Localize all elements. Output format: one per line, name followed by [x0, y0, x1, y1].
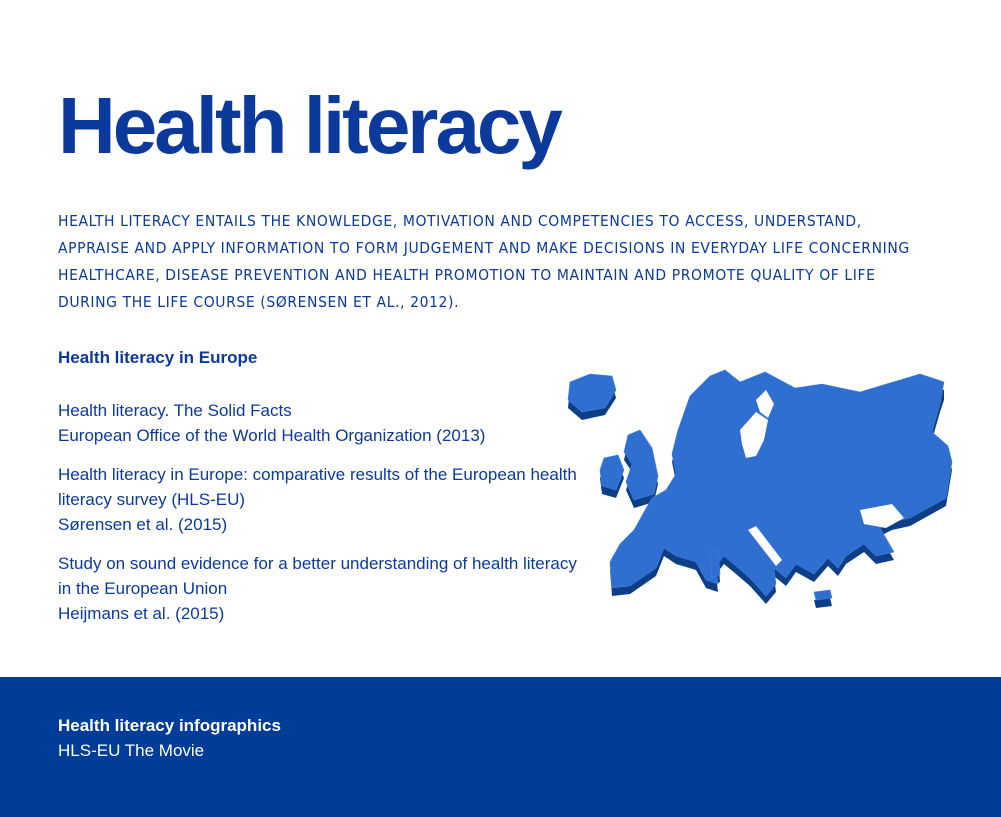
resource-title: Health literacy in Europe: comparative results of the European health literacy survey (HLS-EU): [58, 465, 577, 509]
definition-text: HEALTH LITERACY ENTAILS THE KNOWLEDGE, MOTIVATION AND COMPETENCIES TO ACCESS, UNDERSTAND, APPRAISE AND APPLY INFORMATION TO FORM JUDGEMENT AND MAKE DECISIONS IN EVERYDAY LIFE CONCERNING HEALTHCARE, DISEASE PREVENTION AND HEALTH PROMOTION TO MAINTAIN AND PROMOTE QUALITY OF LIFE DURING THE LIFE COURSE (SØRENSEN ET AL., 2012).: [58, 212, 910, 311]
resource-link-sound-evidence-study[interactable]: [58, 551, 578, 626]
resource-link-solid-facts[interactable]: [58, 398, 578, 448]
resource-source: European Office of the World Health Organization (2013): [58, 426, 486, 445]
page-title: Health literacy: [58, 81, 560, 170]
resource-source: Sørensen et al. (2015): [58, 515, 228, 534]
section-heading: Health literacy in Europe: [58, 348, 258, 367]
resource-source: Heijmans et al. (2015): [58, 604, 225, 623]
footer-infographics-link[interactable]: Health literacy infographics: [58, 716, 281, 735]
resource-title: Health literacy. The Solid Facts: [58, 401, 292, 420]
europe-map-icon: [560, 360, 960, 630]
resource-link-hls-eu-results[interactable]: [58, 462, 578, 537]
resource-title: Study on sound evidence for a better understanding of health literacy in the European Union: [58, 554, 577, 598]
footer-movie-link[interactable]: HLS-EU The Movie: [58, 741, 205, 760]
resource-list: [58, 398, 578, 640]
